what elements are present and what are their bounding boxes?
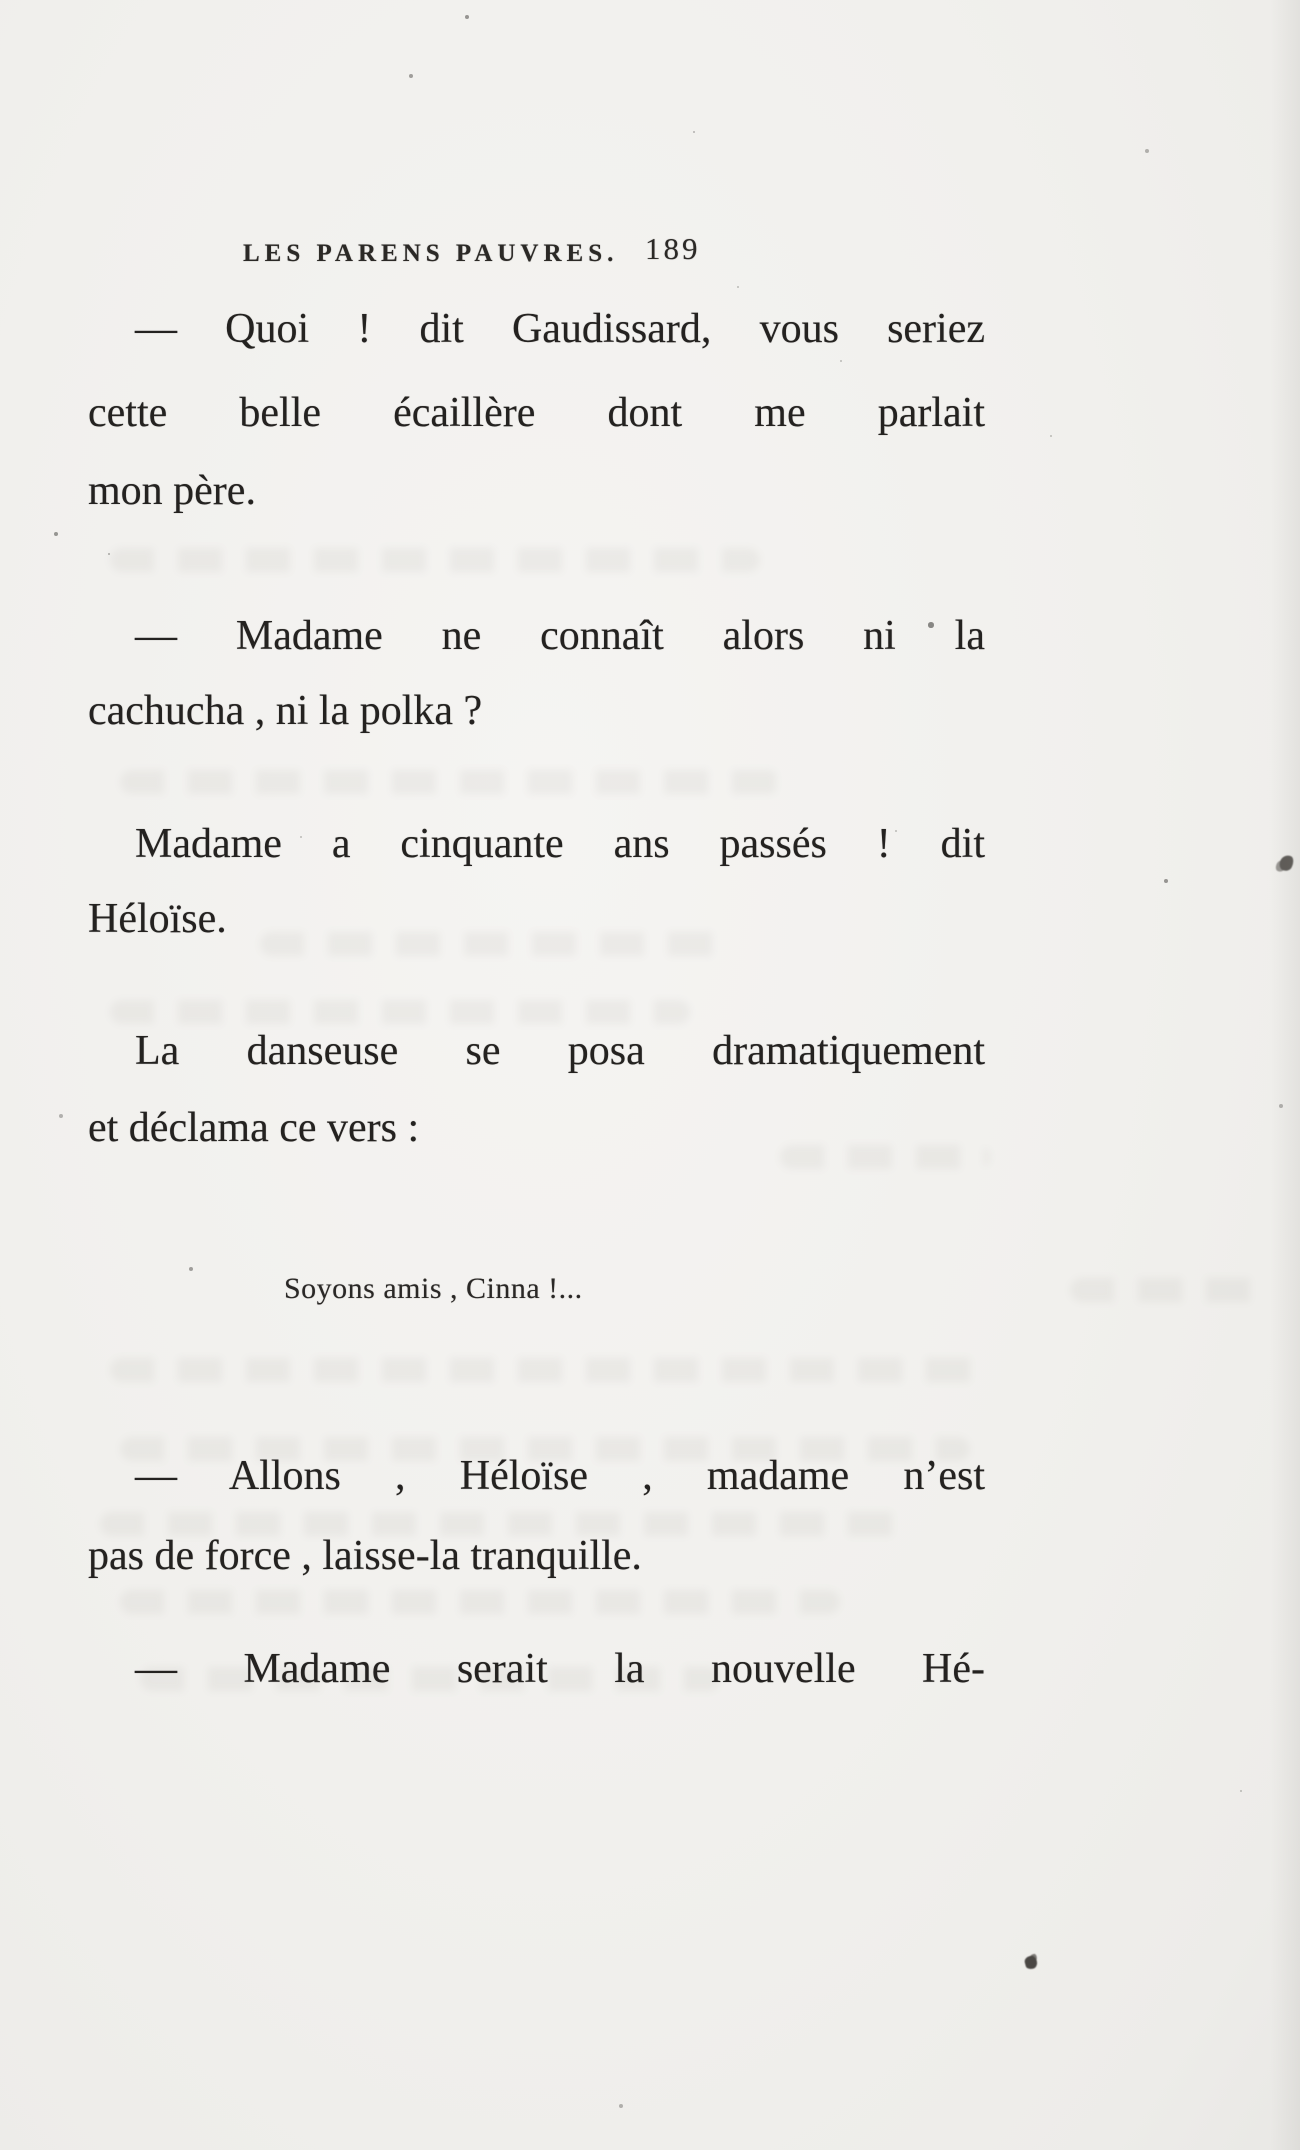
ink-blot	[1024, 1955, 1039, 1971]
bleed-through-line	[110, 1358, 980, 1382]
bleed-through-line	[1070, 1278, 1270, 1302]
bleed-through-line	[110, 1000, 690, 1024]
bleed-through-line	[120, 1590, 840, 1614]
text-line: — Allons , Héloïse , madame n’est	[135, 1453, 985, 1499]
text-line: cette belle écaillère dont me parlait	[88, 390, 985, 436]
paper-dust-specks	[0, 0, 2, 2]
text-line: pas de force , laisse-la tranquille.	[88, 1533, 642, 1579]
page-edge-shading	[1270, 0, 1300, 2150]
text-line: Madame a cinquante ans passés ! dit	[135, 821, 985, 867]
bleed-through-line	[110, 548, 760, 572]
text-line: Héloïse.	[88, 896, 227, 942]
text-line: La danseuse se posa dramatiquement	[135, 1028, 985, 1074]
verse-quotation: Soyons amis , Cinna !...	[284, 1272, 583, 1305]
text-line: — Madame serait la nouvelle Hé-	[135, 1646, 985, 1692]
page-number: 189	[645, 231, 701, 266]
text-line: cachucha , ni la polka ?	[88, 688, 483, 734]
text-line: — Quoi ! dit Gaudissard, vous seriez	[135, 306, 985, 352]
text-line: et déclama ce vers :	[88, 1105, 420, 1151]
running-title: LES PARENS PAUVRES.	[243, 240, 619, 267]
text-line: — Madame ne connaît alors ni la	[135, 613, 985, 659]
bleed-through-line	[120, 770, 780, 794]
text-line: mon père.	[88, 468, 256, 514]
